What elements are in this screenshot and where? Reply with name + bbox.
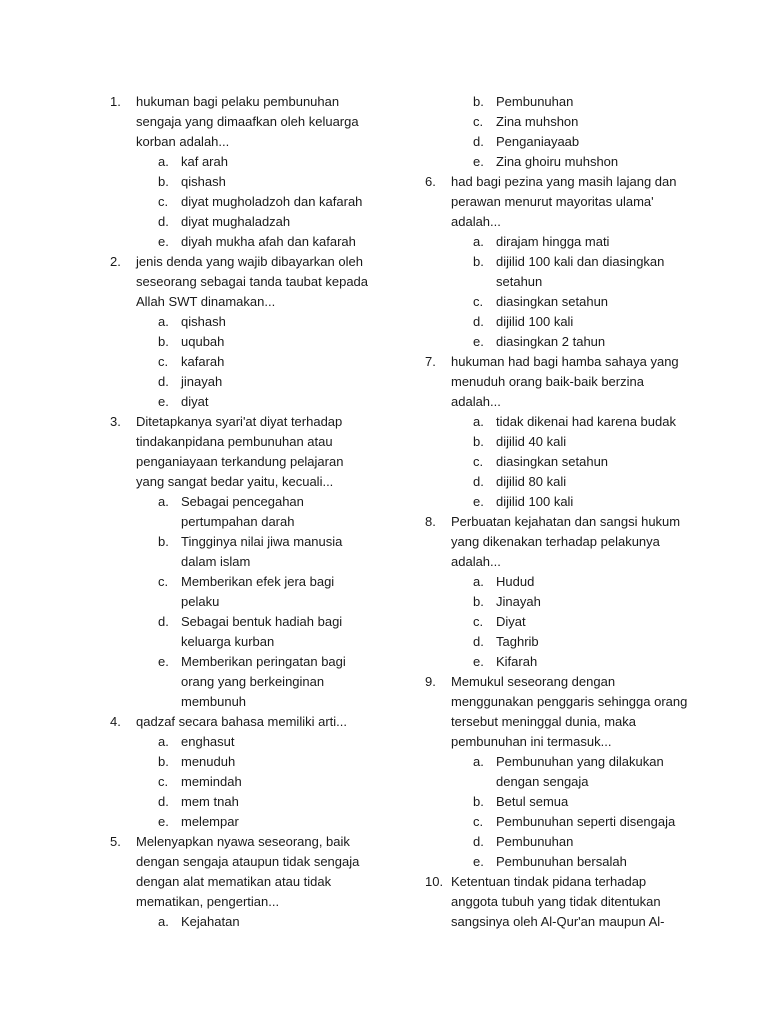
question-number: 2. [110,254,121,269]
option-letter: a. [158,494,169,509]
question-text: menuduh orang baik-baik berzina [451,374,644,389]
question-text-line [425,392,690,412]
question-text: dengan alat mematikan atau tidak [136,874,332,889]
option-line [110,212,370,232]
question-text-line [425,372,690,392]
option-letter: a. [158,154,169,169]
question-item [425,672,690,872]
option-text: Jinayah [496,594,541,609]
option-line [425,92,690,112]
option-text: Zina ghoiru muhshon [496,154,619,169]
answer-option [110,772,370,792]
question-text: mematikan, pengertian... [136,894,280,909]
question-number: 8. [425,514,436,529]
option-text: melempar [181,814,239,829]
option-line [425,332,690,352]
option-letter: c. [158,774,169,789]
option-text: Tingginya nilai jiwa manusia [181,534,343,549]
option-line [110,332,370,352]
option-line [110,912,370,932]
option-line [425,492,690,512]
question-text-line [425,712,690,732]
question-text: Allah SWT dinamakan... [136,294,276,309]
option-line [425,412,690,432]
question-text-line [425,692,690,712]
option-line [110,312,370,332]
option-letter: d. [473,474,484,489]
option-letter: c. [473,114,484,129]
option-letter: e. [473,334,484,349]
option-text: diyat mughaladzah [181,214,291,229]
answer-option [425,612,690,632]
option-text: Pembunuhan [496,834,574,849]
option-line [110,172,370,192]
question-text: sangsinya oleh Al-Qur'an maupun Al- [451,914,665,929]
option-text: diyat mugholadzoh dan kafarah [181,194,363,209]
question-text: seseorang sebagai tanda taubat kepada [136,274,369,289]
question-text-line [425,172,690,192]
option-letter: e. [473,654,484,669]
option-line [425,152,690,172]
option-text: diasingkan setahun [496,294,609,309]
option-text: Hudud [496,574,535,589]
question-text: menggunakan penggaris sehingga orang [451,694,688,709]
option-letter: c. [158,354,169,369]
question-text-line [110,712,370,732]
option-text: Pembunuhan bersalah [496,854,627,869]
answer-option [110,392,370,412]
option-text: Pembunuhan seperti disengaja [496,814,676,829]
option-line [425,632,690,652]
option-line [425,572,690,592]
question-number: 3. [110,414,121,429]
answer-option [425,632,690,652]
answer-option [425,112,690,132]
question-text: jenis denda yang wajib dibayarkan oleh [136,254,363,269]
question-text-line [110,472,370,492]
option-letter: a. [158,734,169,749]
option-line [110,392,370,412]
option-line [110,352,370,372]
option-line [110,792,370,812]
answer-option [110,652,370,712]
option-line [425,472,690,492]
option-line [425,132,690,152]
option-letter: e. [473,854,484,869]
answer-option [425,852,690,872]
option-text-continued: setahun [496,274,543,289]
option-letter: e. [158,814,169,829]
option-letter: a. [158,314,169,329]
answer-option [425,252,690,292]
option-text: jinayah [181,374,223,389]
option-text: Betul semua [496,794,569,809]
option-letter: a. [473,754,484,769]
option-text: dirajam hingga mati [496,234,610,249]
option-letter: c. [473,294,484,309]
option-text: Zina muhshon [496,114,579,129]
option-text-continued: dengan sengaja [496,774,589,789]
question-text: hukuman bagi pelaku pembunuhan [136,94,340,109]
option-letter: c. [158,194,169,209]
option-text: kafarah [181,354,225,369]
answer-option [425,332,690,352]
option-text: Memberikan efek jera bagi [181,574,335,589]
answer-option [425,232,690,252]
option-letter: c. [158,574,169,589]
answer-options [110,312,370,412]
option-letter: c. [473,454,484,469]
option-line [110,812,370,832]
option-letter: b. [473,94,484,109]
option-text-continued: pertumpahan darah [181,514,295,529]
question-text: penganiayaan terkandung pelajaran [136,454,344,469]
question-number: 7. [425,354,436,369]
answer-option [110,792,370,812]
answer-option [425,132,690,152]
question-text-line [110,412,370,432]
option-text: dijilid 100 kali [496,494,574,509]
question-text-line [425,732,690,752]
answer-option [425,792,690,812]
option-line [110,652,370,672]
option-line [425,832,690,852]
option-line [425,452,690,472]
question-item [110,92,370,252]
option-text: tidak dikenai had karena budak [496,414,676,429]
option-line [425,792,690,812]
option-line [425,592,690,612]
question-text-line [110,292,370,312]
option-line [425,292,690,312]
option-text-continued: orang yang berkeinginan [181,674,325,689]
question-number: 9. [425,674,436,689]
option-line [425,752,690,772]
question-number: 6. [425,174,436,189]
question-text: Ketentuan tindak pidana terhadap [451,874,647,889]
question-item [110,412,370,712]
answer-option [110,152,370,172]
option-letter: b. [473,794,484,809]
question-text: sengaja yang dimaafkan oleh keluarga [136,114,359,129]
option-line [110,192,370,212]
option-text: uqubah [181,334,225,349]
option-line [425,812,690,832]
answer-options [110,152,370,252]
answer-option [110,212,370,232]
question-text: qadzaf secara bahasa memiliki arti... [136,714,347,729]
option-text: diasingkan 2 tahun [496,334,606,349]
question-text-line [425,912,690,932]
answer-option [110,912,370,932]
question-text-line [110,872,370,892]
option-letter: d. [473,134,484,149]
answer-option [110,752,370,772]
option-line [110,572,370,592]
question-text-line [425,872,690,892]
answer-option [425,152,690,172]
answer-option [110,172,370,192]
option-letter: a. [473,414,484,429]
question-text: perawan menurut mayoritas ulama' [451,194,654,209]
question-text: dengan sengaja ataupun tidak sengaja [136,854,360,869]
answer-option [110,352,370,372]
option-letter: e. [473,154,484,169]
option-line [425,232,690,252]
question-number: 1. [110,94,121,109]
answer-option [425,432,690,452]
option-text: kaf arah [181,154,228,169]
option-text: qishash [181,174,226,189]
option-line [110,492,370,512]
question-item [110,832,370,932]
option-line [425,432,690,452]
option-text: qishash [181,314,226,329]
option-text: Penganiayaab [496,134,580,149]
answer-option [110,612,370,652]
option-letter: d. [158,214,169,229]
question-text-line [110,252,370,272]
answer-option [425,572,690,592]
question-text-line [110,112,370,132]
answer-options [425,572,690,672]
answer-option [425,412,690,432]
option-text: Kifarah [496,654,538,669]
question-item [425,352,690,512]
question-text-line [110,132,370,152]
answer-option [425,492,690,512]
option-letter: b. [158,334,169,349]
option-line [110,752,370,772]
option-text: diyah mukha afah dan kafarah [181,234,356,249]
option-text: dijilid 40 kali [496,434,567,449]
question-text: Melenyapkan nyawa seseorang, baik [136,834,350,849]
answer-option [425,92,690,112]
option-text-continued: membunuh [181,694,247,709]
answer-option [110,372,370,392]
question-text-line [110,432,370,452]
answer-option [425,832,690,852]
answer-option [425,812,690,832]
option-line [110,152,370,172]
option-letter: d. [158,794,169,809]
question-text: had bagi pezina yang masih lajang dan [451,174,677,189]
option-text: menuduh [181,754,236,769]
option-text: memindah [181,774,242,789]
question-text: adalah... [451,214,501,229]
option-text: Pembunuhan yang dilakukan [496,754,664,769]
question-number: 4. [110,714,121,729]
answer-options [425,232,690,352]
question-text-line [425,672,690,692]
answer-option [110,572,370,612]
left-column [110,92,370,932]
question-text: Perbuatan kejahatan dan sangsi hukum [451,514,681,529]
option-letter: e. [473,494,484,509]
option-text: Pembunuhan [496,94,574,109]
option-text: Diyat [496,614,526,629]
question-text: anggota tubuh yang tidak ditentukan [451,894,661,909]
option-text: mem tnah [181,794,239,809]
option-letter: e. [158,394,169,409]
option-letter: b. [473,434,484,449]
right-column [425,92,690,932]
option-text: diyat [181,394,209,409]
option-letter: d. [158,374,169,389]
answer-options [110,912,370,932]
question-text: tindakanpidana pembunuhan atau [136,434,333,449]
option-line [425,612,690,632]
option-letter: b. [473,254,484,269]
answer-options [425,92,690,172]
option-text: enghasut [181,734,235,749]
question-text: adalah... [451,394,501,409]
question-text-line [425,552,690,572]
option-letter: b. [158,174,169,189]
option-line [110,232,370,252]
option-letter: b. [158,754,169,769]
option-letter: b. [473,594,484,609]
question-text-line [425,352,690,372]
option-text: diasingkan setahun [496,454,609,469]
question-item [425,92,690,172]
option-line [425,652,690,672]
option-text: Memberikan peringatan bagi [181,654,346,669]
option-letter: d. [158,614,169,629]
question-item [425,872,690,932]
question-text-line [110,852,370,872]
answer-options [110,732,370,832]
answer-option [110,732,370,752]
answer-option [425,452,690,472]
option-letter: d. [473,834,484,849]
answer-option [110,232,370,252]
answer-option [110,332,370,352]
option-text: dijilid 100 kali dan diasingkan [496,254,665,269]
option-text-continued: keluarga kurban [181,634,275,649]
option-text: Sebagai bentuk hadiah bagi [181,614,343,629]
option-text: dijilid 80 kali [496,474,567,489]
answer-option [110,532,370,572]
option-letter: c. [473,814,484,829]
option-letter: e. [158,234,169,249]
question-text-line [425,212,690,232]
option-letter: c. [473,614,484,629]
option-text: Kejahatan [181,914,240,929]
option-letter: a. [473,234,484,249]
option-letter: e. [158,654,169,669]
answer-option [425,292,690,312]
question-text-line [110,892,370,912]
option-text: Sebagai pencegahan [181,494,304,509]
question-text: yang sangat bedar yaitu, kecuali... [136,474,334,489]
answer-option [110,492,370,532]
answer-option [110,812,370,832]
question-text-line [110,92,370,112]
option-text-continued: pelaku [181,594,220,609]
question-number: 10. [425,874,444,889]
answer-option [425,652,690,672]
option-letter: a. [158,914,169,929]
option-line [110,612,370,632]
question-number: 5. [110,834,121,849]
question-text: korban adalah... [136,134,230,149]
question-text-line [425,512,690,532]
option-text: Taghrib [496,634,539,649]
answer-option [425,472,690,492]
option-line [425,252,690,272]
option-line [425,312,690,332]
question-text: tersebut meninggal dunia, maka [451,714,637,729]
question-text: Memukul seseorang dengan [451,674,616,689]
option-line [110,772,370,792]
option-letter: d. [473,314,484,329]
question-text: pembunuhan ini termasuk... [451,734,612,749]
answer-option [425,312,690,332]
question-text-line [425,192,690,212]
question-item [425,512,690,672]
answer-options [110,492,370,712]
option-text-continued: dalam islam [181,554,251,569]
question-text: adalah... [451,554,501,569]
option-line [110,532,370,552]
question-text: Ditetapkanya syari'at diyat terhadap [136,414,343,429]
option-line [425,852,690,872]
question-text-line [110,272,370,292]
question-text-line [110,832,370,852]
answer-option [425,592,690,612]
question-text: hukuman had bagi hamba sahaya yang [451,354,679,369]
option-line [110,372,370,392]
question-text-line [425,892,690,912]
question-item [110,712,370,832]
question-text-line [425,532,690,552]
answer-option [425,752,690,792]
answer-option [110,192,370,212]
option-letter: d. [473,634,484,649]
question-text-line [110,452,370,472]
question-text: yang dikenakan terhadap pelakunya [451,534,660,549]
option-letter: a. [473,574,484,589]
question-item [110,252,370,412]
option-letter: b. [158,534,169,549]
answer-options [425,412,690,512]
answer-options [425,752,690,872]
option-line [110,732,370,752]
option-line [425,112,690,132]
answer-option [110,312,370,332]
option-text: dijilid 100 kali [496,314,574,329]
question-item [425,172,690,352]
